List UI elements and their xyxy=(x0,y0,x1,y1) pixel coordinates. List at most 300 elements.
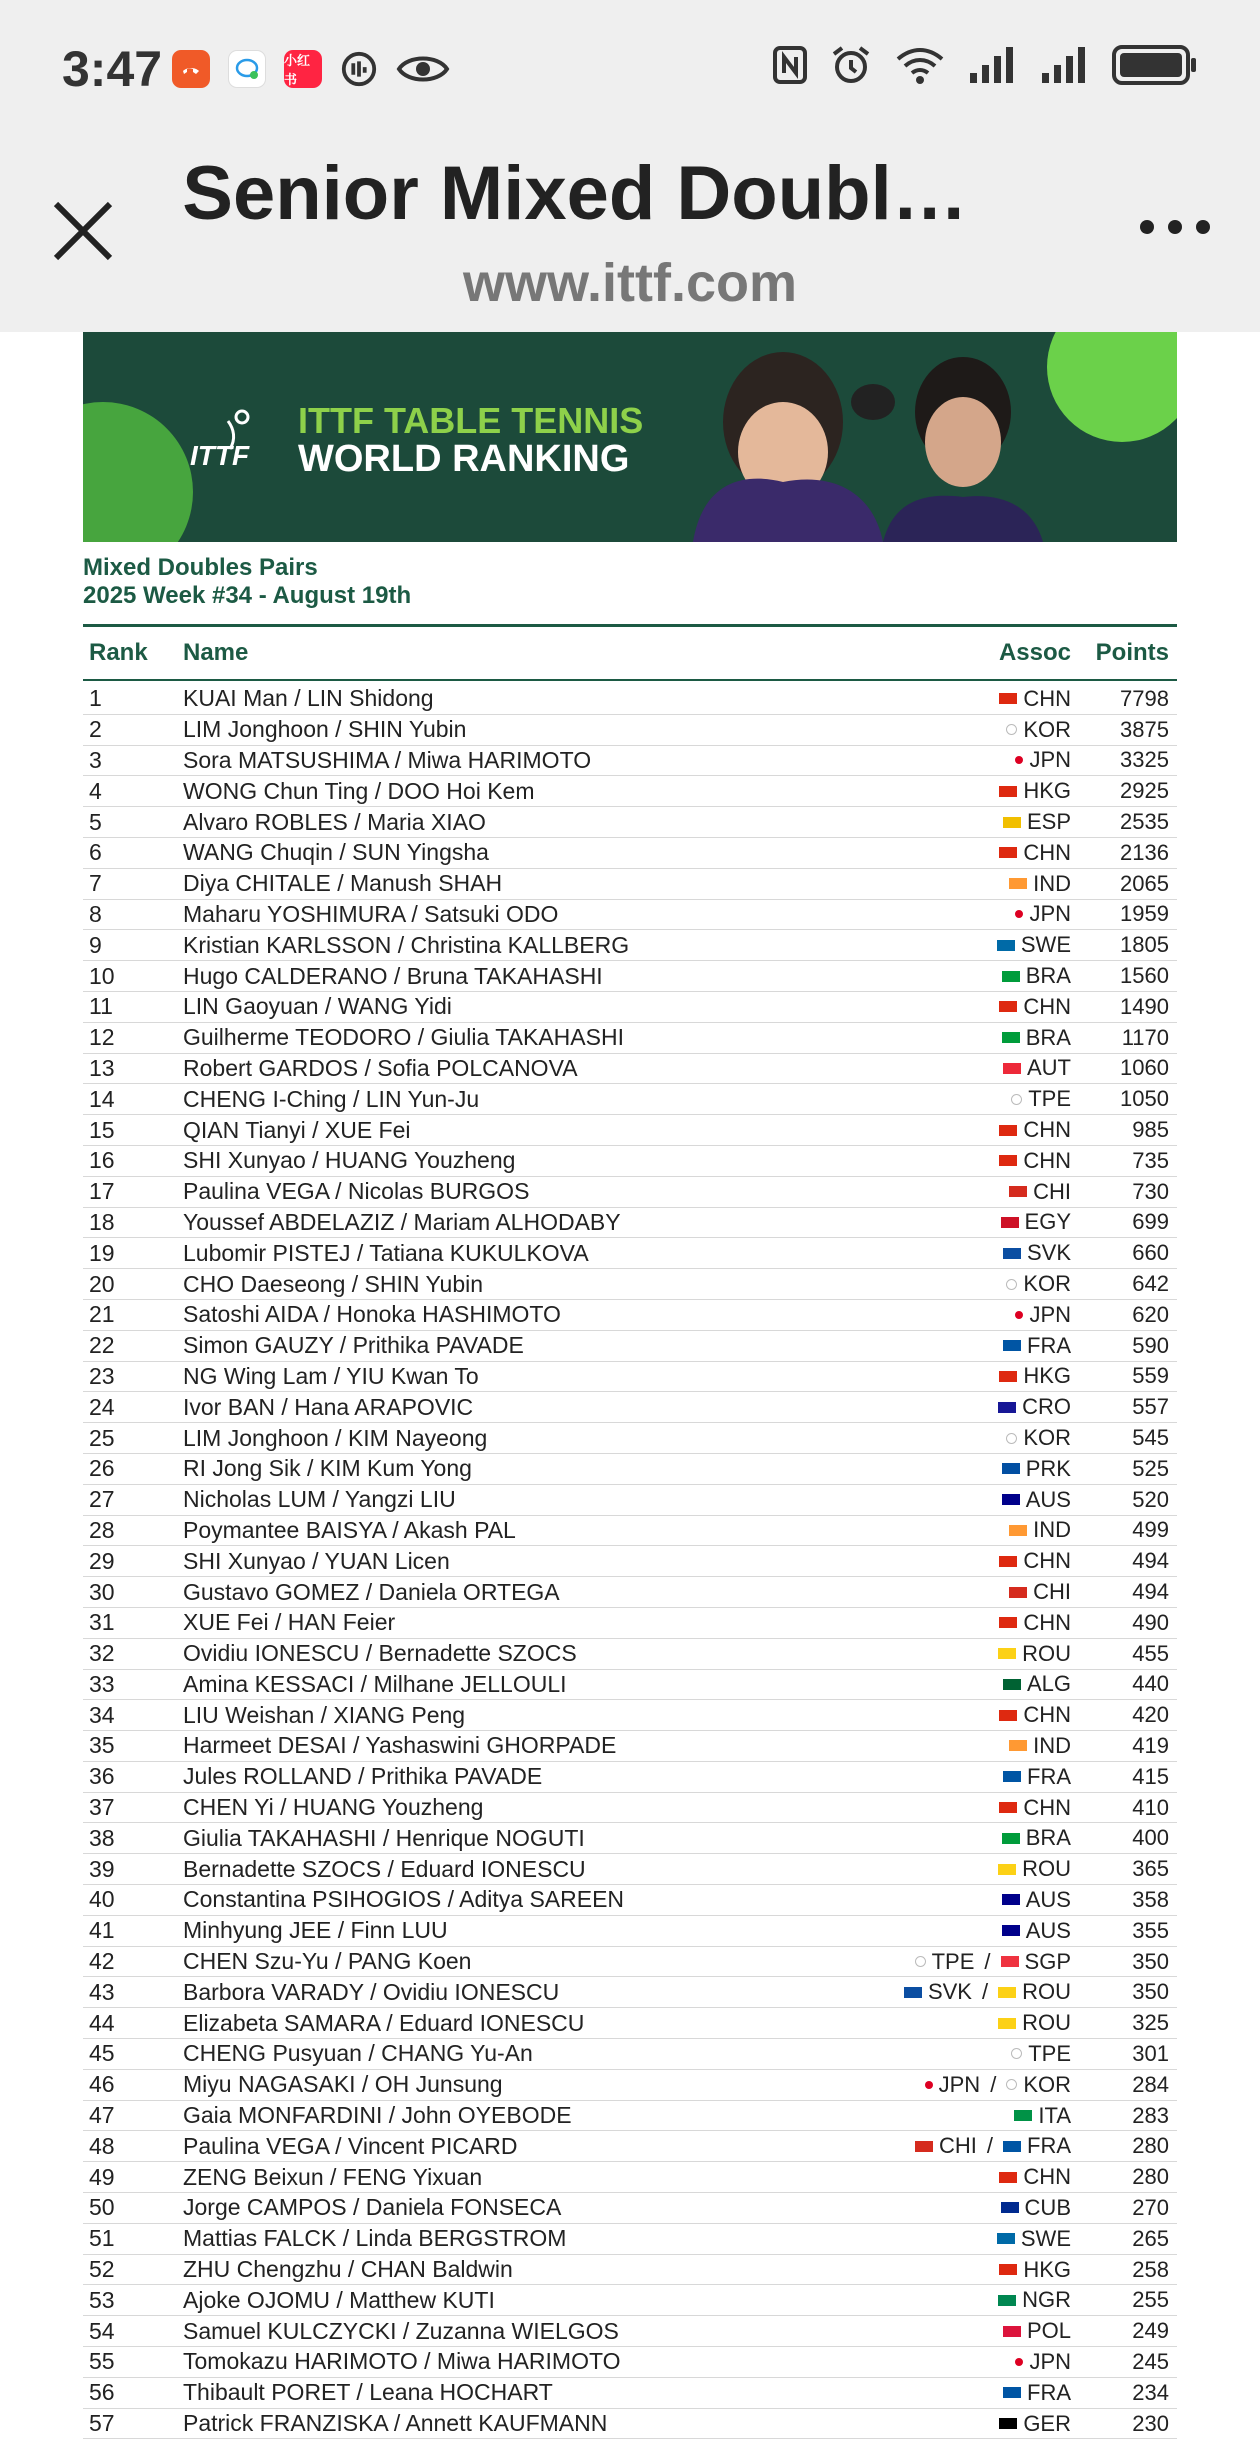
pair-name-link[interactable]: SHI Xunyao / YUAN Licen xyxy=(183,1547,450,1574)
assoc-cell xyxy=(829,1671,1089,1697)
table-row xyxy=(83,1392,1177,1423)
points-cell: 440 xyxy=(1132,1671,1169,1697)
assoc-code: HKG xyxy=(1023,2256,1071,2282)
table-row xyxy=(83,1639,1177,1670)
assoc-cell xyxy=(829,963,1089,989)
signal-icon-2 xyxy=(1040,45,1090,85)
assoc-code: ROU xyxy=(1022,1640,1071,1666)
table-row xyxy=(83,1977,1177,2008)
pair-name-link[interactable]: WONG Chun Ting / DOO Hoi Kem xyxy=(183,777,535,804)
rank-cell: 10 xyxy=(89,962,115,989)
pair-name-link[interactable]: Gustavo GOMEZ / Daniela ORTEGA xyxy=(183,1578,560,1605)
missed-call-icon xyxy=(172,50,210,88)
table-row xyxy=(83,2255,1177,2286)
assoc-cell xyxy=(829,2133,1089,2159)
table-row xyxy=(83,684,1177,715)
flag-icon xyxy=(999,847,1017,858)
assoc-code: TPE xyxy=(1028,1086,1071,1112)
assoc-code: BRA xyxy=(1025,1024,1071,1050)
assoc-code: CHN xyxy=(1023,2164,1071,2190)
points-cell: 350 xyxy=(1132,1979,1169,2005)
pair-name-link[interactable]: Ovidiu IONESCU / Bernadette SZOCS xyxy=(183,1640,577,1667)
table-row xyxy=(83,1054,1177,1085)
assoc-code: SVK xyxy=(927,1979,972,2005)
assoc-code: KOR xyxy=(1023,716,1071,742)
assoc-cell xyxy=(829,2164,1089,2190)
more-options-icon[interactable] xyxy=(1140,220,1210,234)
pair-name-link[interactable]: Diya CHITALE / Manush SHAH xyxy=(183,870,503,897)
points-cell: 490 xyxy=(1132,1609,1169,1635)
flag-icon xyxy=(1006,1279,1017,1290)
table-header xyxy=(83,624,1177,681)
table-row xyxy=(83,2070,1177,2101)
pair-name-link[interactable]: KUAI Man / LIN Shidong xyxy=(183,685,434,712)
table-row xyxy=(83,1731,1177,1762)
table-row xyxy=(83,2162,1177,2193)
rank-cell: 21 xyxy=(89,1301,115,1328)
table-row xyxy=(83,1023,1177,1054)
pair-name-link[interactable]: Miyu NAGASAKI / OH Junsung xyxy=(183,2071,503,2098)
rank-cell: 43 xyxy=(89,1978,115,2005)
pair-name-link[interactable]: Gaia MONFARDINI / John OYEBODE xyxy=(183,2102,572,2129)
assoc-code: GER xyxy=(1023,2410,1071,2436)
flag-icon xyxy=(1002,1925,1020,1936)
rank-cell: 37 xyxy=(89,1794,115,1821)
pair-name-link[interactable]: Giulia TAKAHASHI / Henrique NOGUTI xyxy=(183,1824,585,1851)
rank-cell: 50 xyxy=(89,2194,115,2221)
flag-icon xyxy=(915,1956,926,1967)
rank-cell: 4 xyxy=(89,777,102,804)
assoc-cell xyxy=(829,778,1089,804)
assoc-cell xyxy=(829,1517,1089,1543)
pair-name-link[interactable]: CHEN Yi / HUANG Youzheng xyxy=(183,1794,484,1821)
rank-cell: 15 xyxy=(89,1116,115,1143)
rank-cell: 12 xyxy=(89,1024,115,1051)
rank-cell: 54 xyxy=(89,2317,115,2344)
table-row xyxy=(83,1300,1177,1331)
rank-cell: 29 xyxy=(89,1547,115,1574)
table-row xyxy=(83,2193,1177,2224)
table-row xyxy=(83,2131,1177,2162)
assoc-code: ROU xyxy=(1022,2010,1071,2036)
assoc-cell xyxy=(829,1949,1089,1975)
assoc-cell xyxy=(829,840,1089,866)
assoc-cell xyxy=(829,2072,1089,2098)
assoc-cell xyxy=(829,1086,1089,1112)
points-cell: 258 xyxy=(1132,2256,1169,2282)
pair-name-link[interactable]: ZHU Chengzhu / CHAN Baldwin xyxy=(183,2256,513,2283)
rank-cell: 26 xyxy=(89,1455,115,1482)
assoc-cell xyxy=(829,1856,1089,1882)
assoc-cell xyxy=(829,1055,1089,1081)
table-row xyxy=(83,1577,1177,1608)
rank-cell: 17 xyxy=(89,1178,115,1205)
points-cell: 455 xyxy=(1132,1640,1169,1666)
table-row xyxy=(83,2409,1177,2440)
pair-name-link[interactable]: CHENG Pusyuan / CHANG Yu-An xyxy=(183,2040,533,2067)
pair-name-link[interactable]: LIU Weishan / XIANG Peng xyxy=(183,1701,466,1728)
pair-name-link[interactable]: Lubomir PISTEJ / Tatiana KUKULKOVA xyxy=(183,1239,589,1266)
pair-name-link[interactable]: WANG Chuqin / SUN Yingsha xyxy=(183,839,489,866)
assoc-code: JPN xyxy=(1029,747,1071,773)
rank-cell: 6 xyxy=(89,839,102,866)
assoc-code: ESP xyxy=(1026,809,1071,835)
assoc-cell xyxy=(829,1887,1089,1913)
table-row xyxy=(83,1208,1177,1239)
assoc-code: JPN xyxy=(938,2071,981,2097)
pair-name-link[interactable]: Samuel KULCZYCKI / Zuzanna WIELGOS xyxy=(183,2317,619,2344)
header-name[interactable]: Name xyxy=(183,639,249,666)
assoc-cell xyxy=(829,1240,1089,1266)
flag-icon xyxy=(1015,1311,1023,1319)
flag-icon xyxy=(1003,1248,1021,1259)
header-points[interactable]: Points xyxy=(1095,639,1169,666)
rank-cell: 52 xyxy=(89,2256,115,2283)
flag-icon xyxy=(1002,1494,1020,1505)
pair-name-link[interactable]: Mattias FALCK / Linda BERGSTROM xyxy=(183,2225,567,2252)
table-row xyxy=(83,2316,1177,2347)
assoc-code: SVK xyxy=(1026,1240,1071,1266)
table-row xyxy=(83,1331,1177,1362)
assoc-code: CHN xyxy=(1023,1702,1071,1728)
flag-icon xyxy=(1009,1740,1027,1751)
flag-icon xyxy=(1006,1433,1017,1444)
assoc-code: JPN xyxy=(1029,2348,1071,2374)
points-cell: 1490 xyxy=(1120,993,1169,1019)
table-row xyxy=(83,776,1177,807)
points-cell: 284 xyxy=(1132,2071,1169,2097)
flag-icon xyxy=(1006,2079,1017,2090)
flag-icon xyxy=(1003,817,1021,828)
points-cell: 590 xyxy=(1132,1332,1169,1358)
assoc-cell xyxy=(829,1394,1089,1420)
flag-icon xyxy=(999,1617,1017,1628)
pair-name-link[interactable]: Satoshi AIDA / Honoka HASHIMOTO xyxy=(183,1301,561,1328)
table-row xyxy=(83,1854,1177,1885)
pair-name-link[interactable]: Jules ROLLAND / Prithika PAVADE xyxy=(183,1763,543,1790)
points-cell: 365 xyxy=(1132,1856,1169,1882)
table-row xyxy=(83,1423,1177,1454)
assoc-separator: / xyxy=(981,1979,989,2005)
assoc-cell xyxy=(829,2257,1089,2283)
points-cell: 699 xyxy=(1132,1209,1169,1235)
table-row xyxy=(83,1362,1177,1393)
pair-name-link[interactable]: SHI Xunyao / HUANG Youzheng xyxy=(183,1147,516,1174)
table-row xyxy=(83,807,1177,838)
pair-name-link[interactable]: Kristian KARLSSON / Christina KALLBERG xyxy=(183,931,630,958)
assoc-code: NGR xyxy=(1022,2287,1071,2313)
assoc-code: FRA xyxy=(1027,1332,1071,1358)
assoc-cell xyxy=(829,1456,1089,1482)
assoc-code: CHN xyxy=(1023,839,1071,865)
pair-name-link[interactable]: Nicholas LUM / Yangzi LIU xyxy=(183,1486,456,1513)
rankings-category: Mixed Doubles Pairs xyxy=(83,554,318,581)
rank-cell: 16 xyxy=(89,1147,115,1174)
pair-name-link[interactable]: Sora MATSUSHIMA / Miwa HARIMOTO xyxy=(183,746,592,773)
flag-icon xyxy=(998,1864,1016,1875)
assoc-cell xyxy=(829,1179,1089,1205)
status-time: 3:47 xyxy=(62,41,163,97)
signal-icon-1 xyxy=(968,45,1018,85)
pair-name-link[interactable]: NG Wing Lam / YIU Kwan To xyxy=(183,1362,479,1389)
rank-cell: 18 xyxy=(89,1208,115,1235)
assoc-cell xyxy=(829,717,1089,743)
assoc-code: TPE xyxy=(1028,2040,1071,2066)
assoc-code: HKG xyxy=(1023,1363,1071,1389)
pair-name-link[interactable]: Amina KESSACI / Milhane JELLOULI xyxy=(183,1670,567,1697)
pair-name-link[interactable]: Poymantee BAISYA / Akash PAL xyxy=(183,1516,516,1543)
flag-icon xyxy=(999,1125,1017,1136)
rank-cell: 8 xyxy=(89,900,102,927)
pair-name-link[interactable]: Youssef ABDELAZIZ / Mariam ALHODABY xyxy=(183,1208,621,1235)
table-row xyxy=(83,2039,1177,2070)
pair-name-link[interactable]: Tomokazu HARIMOTO / Miwa HARIMOTO xyxy=(183,2348,621,2375)
assoc-code: SGP xyxy=(1024,1948,1071,1974)
pair-name-link[interactable]: Thibault PORET / Leana HOCHART xyxy=(183,2379,553,2406)
pair-name-link[interactable]: Elizabeta SAMARA / Eduard IONESCU xyxy=(183,2009,585,2036)
table-row xyxy=(83,1670,1177,1701)
flag-icon xyxy=(1003,1771,1021,1782)
points-cell: 1805 xyxy=(1120,932,1169,958)
pair-name-link[interactable]: Paulina VEGA / Nicolas BURGOS xyxy=(183,1178,530,1205)
points-cell: 2535 xyxy=(1120,809,1169,835)
pair-name-link[interactable]: Alvaro ROBLES / Maria XIAO xyxy=(183,808,486,835)
assoc-cell xyxy=(829,994,1089,1020)
points-cell: 499 xyxy=(1132,1517,1169,1543)
flag-icon xyxy=(1003,2326,1021,2337)
points-cell: 400 xyxy=(1132,1825,1169,1851)
table-row xyxy=(83,1793,1177,1824)
assoc-code: CHN xyxy=(1023,1794,1071,1820)
assoc-code: IND xyxy=(1033,1732,1071,1758)
assoc-cell xyxy=(829,1025,1089,1051)
chat-bubble-icon xyxy=(228,50,266,88)
flag-icon xyxy=(999,1155,1017,1166)
assoc-code: SWE xyxy=(1020,2225,1071,2251)
assoc-code: CHI xyxy=(938,2133,977,2159)
flag-icon xyxy=(1015,2358,1023,2366)
points-cell: 230 xyxy=(1132,2410,1169,2436)
assoc-code: AUS xyxy=(1025,1886,1071,1912)
flag-icon xyxy=(1001,1217,1019,1228)
pair-name-link[interactable]: LIM Jonghoon / KIM Nayeong xyxy=(183,1424,488,1451)
flag-icon xyxy=(998,2295,1016,2306)
points-cell: 735 xyxy=(1132,1147,1169,1173)
pair-name-link[interactable]: Maharu YOSHIMURA / Satsuki ODO xyxy=(183,900,559,927)
assoc-cell xyxy=(829,1302,1089,1328)
pair-name-link[interactable]: Guilherme TEODORO / Giulia TAKAHASHI xyxy=(183,1024,624,1051)
assoc-code: POL xyxy=(1026,2318,1071,2344)
pair-name-link[interactable]: CHEN Szu-Yu / PANG Koen xyxy=(183,1948,472,1975)
rank-cell: 46 xyxy=(89,2071,115,2098)
status-bar xyxy=(0,0,1260,140)
flag-icon xyxy=(998,1648,1016,1659)
pair-name-link[interactable]: LIM Jonghoon / SHIN Yubin xyxy=(183,716,467,743)
table-row xyxy=(83,869,1177,900)
pair-name-link[interactable]: Ajoke OJOMU / Matthew KUTI xyxy=(183,2286,495,2313)
points-cell: 985 xyxy=(1132,1117,1169,1143)
pair-name-link[interactable]: CHO Daeseong / SHIN Yubin xyxy=(183,1270,484,1297)
pair-name-link[interactable]: Jorge CAMPOS / Daniela FONSECA xyxy=(183,2194,562,2221)
pair-name-link[interactable]: ZENG Beixun / FENG Yixuan xyxy=(183,2163,483,2190)
rank-cell: 14 xyxy=(89,1085,115,1112)
table-row xyxy=(83,1885,1177,1916)
table-row xyxy=(83,1084,1177,1115)
rank-cell: 48 xyxy=(89,2132,115,2159)
points-cell: 2136 xyxy=(1120,839,1169,865)
points-cell: 494 xyxy=(1132,1579,1169,1604)
flag-icon xyxy=(915,2141,933,2152)
assoc-cell xyxy=(829,747,1089,773)
assoc-code: CHI xyxy=(1033,1178,1071,1204)
table-row xyxy=(83,1485,1177,1516)
rank-cell: 49 xyxy=(89,2163,115,2190)
rank-cell: 30 xyxy=(89,1578,115,1605)
flag-icon xyxy=(999,2418,1017,2429)
pair-name-link[interactable]: LIN Gaoyuan / WANG Yidi xyxy=(183,993,452,1020)
points-cell: 301 xyxy=(1132,2040,1169,2066)
rank-cell: 27 xyxy=(89,1486,115,1513)
assoc-code: IND xyxy=(1033,870,1071,896)
points-cell: 1050 xyxy=(1120,1086,1169,1112)
assoc-cell xyxy=(829,1825,1089,1851)
pair-name-link[interactable]: RI Jong Sik / KIM Kum Yong xyxy=(183,1455,472,1482)
table-row xyxy=(83,961,1177,992)
flag-icon xyxy=(1009,1587,1027,1598)
table-row xyxy=(83,2285,1177,2316)
points-cell: 325 xyxy=(1132,2010,1169,2036)
assoc-cell xyxy=(829,2349,1089,2375)
assoc-cell xyxy=(829,2318,1089,2344)
rank-cell: 9 xyxy=(89,931,102,958)
table-row xyxy=(83,1269,1177,1300)
points-cell: 1959 xyxy=(1120,901,1169,927)
assoc-code: CHN xyxy=(1023,993,1071,1019)
assoc-code: ITA xyxy=(1038,2102,1071,2128)
assoc-cell xyxy=(829,2041,1089,2067)
assoc-cell xyxy=(829,1425,1089,1451)
rank-cell: 22 xyxy=(89,1332,115,1359)
assoc-code: BRA xyxy=(1025,1825,1071,1851)
points-cell: 1560 xyxy=(1120,963,1169,989)
points-cell: 2065 xyxy=(1120,870,1169,896)
assoc-code: FRA xyxy=(1027,2133,1071,2159)
points-cell: 280 xyxy=(1132,2133,1169,2159)
flag-icon xyxy=(1003,1679,1021,1690)
assoc-cell xyxy=(829,2010,1089,2036)
points-cell: 3875 xyxy=(1120,716,1169,742)
rank-cell: 55 xyxy=(89,2348,115,2375)
flag-icon xyxy=(1009,1186,1027,1197)
rank-cell: 51 xyxy=(89,2225,115,2252)
status-indicators xyxy=(772,44,1198,86)
assoc-code: ALG xyxy=(1026,1671,1071,1697)
header-rank[interactable]: Rank xyxy=(89,639,148,666)
assoc-code: CHN xyxy=(1023,1548,1071,1574)
assoc-code: CRO xyxy=(1022,1394,1071,1420)
banner-decoration-circle xyxy=(83,402,193,542)
table-row xyxy=(83,1454,1177,1485)
pair-name-link[interactable]: Harmeet DESAI / Yashaswini GHORPADE xyxy=(183,1732,617,1759)
table-row xyxy=(83,1823,1177,1854)
pair-name-link[interactable]: QIAN Tianyi / XUE Fei xyxy=(183,1116,411,1143)
rank-cell: 25 xyxy=(89,1424,115,1451)
pair-name-link[interactable]: Constantina PSIHOGIOS / Aditya SAREEN xyxy=(183,1886,625,1913)
assoc-cell xyxy=(829,1641,1089,1667)
ittf-logo-icon xyxy=(188,407,268,477)
banner-subheading: WORLD RANKING xyxy=(298,438,630,480)
pair-name-link[interactable]: Simon GAUZY / Prithika PAVADE xyxy=(183,1332,524,1359)
rank-cell: 44 xyxy=(89,2009,115,2036)
pair-name-link[interactable]: Ivor BAN / Hana ARAPOVIC xyxy=(183,1393,474,1420)
flag-icon xyxy=(1003,2141,1021,2152)
assoc-cell xyxy=(829,2411,1089,2437)
pair-name-link[interactable]: Paulina VEGA / Vincent PICARD xyxy=(183,2132,518,2159)
rank-cell: 1 xyxy=(89,685,102,712)
assoc-separator: / xyxy=(986,2133,993,2159)
flag-icon xyxy=(1003,1063,1021,1074)
points-cell: 245 xyxy=(1132,2348,1169,2374)
assoc-code: CHN xyxy=(1023,1117,1071,1143)
rank-cell: 20 xyxy=(89,1270,115,1297)
flag-icon xyxy=(1015,756,1023,764)
points-cell: 557 xyxy=(1132,1394,1169,1420)
rank-cell: 32 xyxy=(89,1640,115,1667)
pair-name-link[interactable]: Patrick FRANZISKA / Annett KAUFMANN xyxy=(183,2410,608,2437)
pair-name-link[interactable]: Barbora VARADY / Ovidiu IONESCU xyxy=(183,1978,560,2005)
pair-name-link[interactable]: Minhyung JEE / Finn LUU xyxy=(183,1917,448,1944)
xiaohongshu-icon: 小红书 xyxy=(284,50,322,88)
flag-icon xyxy=(999,786,1017,797)
assoc-code: FRA xyxy=(1027,2379,1071,2405)
assoc-cell xyxy=(829,2195,1089,2221)
pair-name-link[interactable]: Bernadette SZOCS / Eduard IONESCU xyxy=(183,1855,586,1882)
pair-name-link[interactable]: Hugo CALDERANO / Bruna TAKAHASHI xyxy=(183,962,603,989)
rank-cell: 47 xyxy=(89,2102,115,2129)
assoc-cell xyxy=(829,1117,1089,1143)
page-title: Senior Mixed Doubl… xyxy=(182,151,968,236)
players-photo xyxy=(663,332,1103,542)
rank-cell: 11 xyxy=(89,993,113,1020)
rank-cell: 45 xyxy=(89,2040,115,2067)
points-cell: 2925 xyxy=(1120,778,1169,804)
points-cell: 350 xyxy=(1132,1948,1169,1974)
assoc-cell xyxy=(829,2287,1089,2313)
table-row xyxy=(83,1762,1177,1793)
flag-icon xyxy=(998,1402,1016,1413)
points-cell: 249 xyxy=(1132,2318,1169,2344)
points-cell: 1170 xyxy=(1121,1024,1169,1050)
rank-cell: 42 xyxy=(89,1948,115,1975)
pair-name-link[interactable]: Robert GARDOS / Sofia POLCANOVA xyxy=(183,1054,578,1081)
points-cell: 420 xyxy=(1132,1702,1169,1728)
notification-icons xyxy=(172,50,450,88)
assoc-cell xyxy=(829,1702,1089,1728)
points-cell: 660 xyxy=(1132,1240,1169,1266)
assoc-code: JPN xyxy=(1029,1301,1071,1327)
rank-cell: 31 xyxy=(89,1609,115,1636)
pair-name-link[interactable]: CHENG I-Ching / LIN Yun-Ju xyxy=(183,1085,480,1112)
points-cell: 355 xyxy=(1132,1917,1169,1943)
rank-cell: 41 xyxy=(89,1917,115,1944)
assoc-code: TPE xyxy=(931,1948,975,1974)
header-assoc[interactable]: Assoc xyxy=(998,639,1071,666)
pair-name-link[interactable]: XUE Fei / HAN Feier xyxy=(183,1609,396,1636)
flag-icon xyxy=(1002,1463,1020,1474)
flag-icon xyxy=(925,2081,933,2089)
page-content xyxy=(83,332,1177,2439)
flag-icon xyxy=(997,2233,1015,2244)
